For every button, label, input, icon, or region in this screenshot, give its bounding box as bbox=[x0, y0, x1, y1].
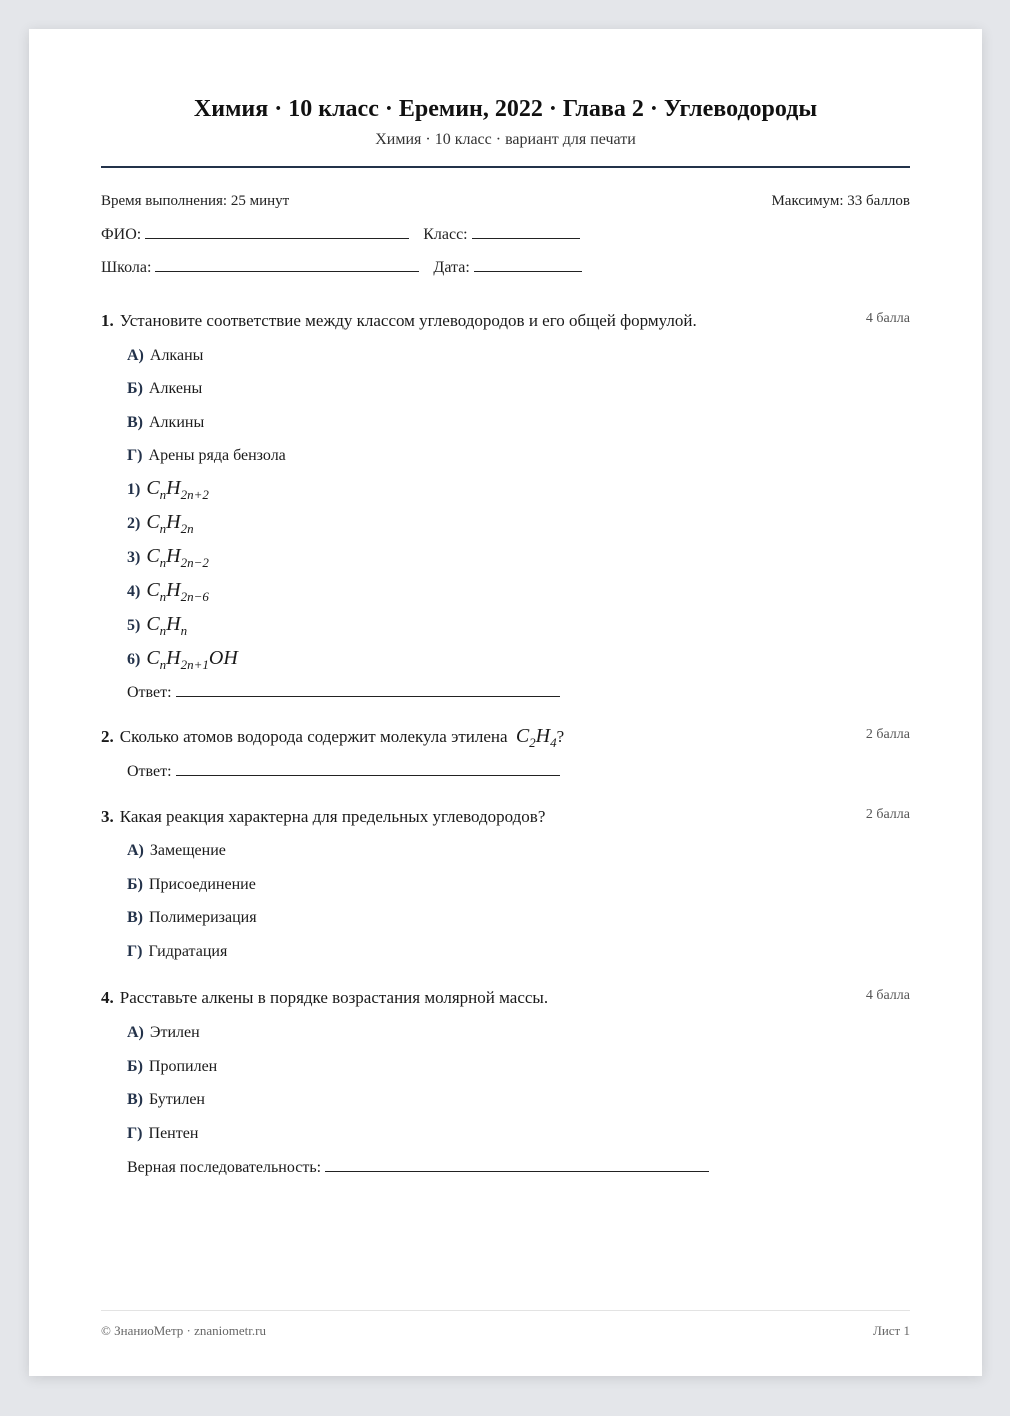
question-number: 1. bbox=[101, 311, 114, 330]
option-c: В) Полимеризация bbox=[127, 909, 257, 926]
question-text: Какая реакция характерна для предельных углеводородов? bbox=[119, 807, 546, 826]
option-d: Г) Гидратация bbox=[127, 943, 228, 960]
question-points: 4 балла bbox=[865, 988, 910, 1003]
school-date-row bbox=[101, 259, 588, 277]
option-c: В) Бутилен bbox=[127, 1091, 205, 1108]
page-subtitle: Химия · 10 класс · вариант для печати bbox=[375, 131, 636, 148]
answer-line-q4 bbox=[127, 1159, 715, 1177]
answer-label: Ответ: bbox=[127, 763, 172, 780]
fio-class-row bbox=[101, 226, 586, 244]
question-points: 2 балла bbox=[865, 727, 910, 742]
option-b: Б) Алкены bbox=[127, 380, 203, 397]
option-a: А) Замещение bbox=[127, 842, 226, 859]
option-d: Г) Арены ряда бензола bbox=[127, 447, 286, 464]
question-points: 4 балла bbox=[865, 311, 910, 326]
worksheet-page bbox=[29, 29, 982, 1376]
page-content bbox=[101, 29, 910, 1376]
question-number: 4. bbox=[101, 988, 114, 1007]
question-number: 3. bbox=[101, 807, 114, 826]
answer-label: Верная последовательность: bbox=[127, 1159, 322, 1176]
formula: $C_nH_{2n-6}$ bbox=[146, 579, 209, 604]
question-text: Установите соответствие между классом углеводородов и его общей формулой. bbox=[119, 311, 697, 330]
footer-divider bbox=[101, 1310, 910, 1311]
answer-line-q1 bbox=[127, 684, 566, 702]
question-3 bbox=[101, 807, 910, 827]
option-a: А) Этилен bbox=[127, 1024, 200, 1041]
formula-option-3: 3) $C_nH_{2n-2}$ bbox=[127, 545, 209, 570]
answer-blank[interactable] bbox=[176, 774, 560, 776]
option-b: Б) Пропилен bbox=[127, 1058, 218, 1075]
formula: $C_nH_{2n+2}$ bbox=[146, 477, 209, 502]
question-text: Расставьте алкены в порядке возрастания молярной массы. bbox=[119, 988, 549, 1007]
fio-label: ФИО: bbox=[101, 226, 142, 243]
question-1 bbox=[101, 311, 910, 331]
formula-option-4: 4) $C_nH_{2n-6}$ bbox=[127, 579, 209, 604]
date-label: Дата: bbox=[433, 259, 470, 276]
question-points: 2 балла bbox=[865, 807, 910, 822]
date-blank[interactable] bbox=[474, 270, 582, 272]
formula: $C_nH_{2n-2}$ bbox=[146, 545, 209, 570]
formula: $C_nH_{2n}$ bbox=[146, 511, 194, 536]
formula: $C_2H_4$ bbox=[515, 725, 557, 750]
question-text: Сколько атомов водорода содержит молекула этилена bbox=[119, 727, 508, 746]
school-blank[interactable] bbox=[155, 270, 419, 272]
option-c: В) Алкины bbox=[127, 414, 205, 431]
school-label: Школа: bbox=[101, 259, 152, 276]
question-number: 2. bbox=[101, 727, 114, 746]
answer-line-q2 bbox=[127, 763, 566, 781]
formula-option-2: 2) $C_nH_{2n}$ bbox=[127, 511, 194, 536]
option-b: Б) Присоединение bbox=[127, 876, 256, 893]
page-title: Химия · 10 класс · Еремин, 2022 · Глава 2 · Углеводороды bbox=[193, 96, 818, 122]
answer-label: Ответ: bbox=[127, 684, 172, 701]
formula: $C_nH_n$ bbox=[146, 613, 188, 638]
formula-option-6: 6) $C_nH_{2n+1}OH$ bbox=[127, 647, 238, 672]
answer-blank[interactable] bbox=[176, 695, 560, 697]
answer-blank[interactable] bbox=[325, 1170, 709, 1172]
formula: $C_nH_{2n+1}OH$ bbox=[146, 647, 238, 672]
class-blank[interactable] bbox=[472, 237, 580, 239]
option-a: А) Алканы bbox=[127, 347, 204, 364]
formula-option-1: 1) $C_nH_{2n+2}$ bbox=[127, 477, 209, 502]
max-score: Максимум: 33 баллов bbox=[771, 193, 910, 209]
footer-copyright: © ЗнаниоМетр · znaniometr.ru bbox=[101, 1323, 266, 1338]
question-4 bbox=[101, 988, 910, 1008]
class-label: Класс: bbox=[423, 226, 468, 243]
fio-blank[interactable] bbox=[145, 237, 409, 239]
header-divider bbox=[101, 166, 910, 168]
formula-option-5: 5) $C_nH_n$ bbox=[127, 613, 188, 638]
footer-page-number: Лист 1 bbox=[873, 1323, 910, 1338]
question-2: 2. Сколько атомов водорода содержит молекула этилена $C_2H_4$? 2 балла bbox=[101, 725, 910, 750]
time-limit: Время выполнения: 25 минут bbox=[101, 193, 290, 209]
option-d: Г) Пентен bbox=[127, 1125, 199, 1142]
